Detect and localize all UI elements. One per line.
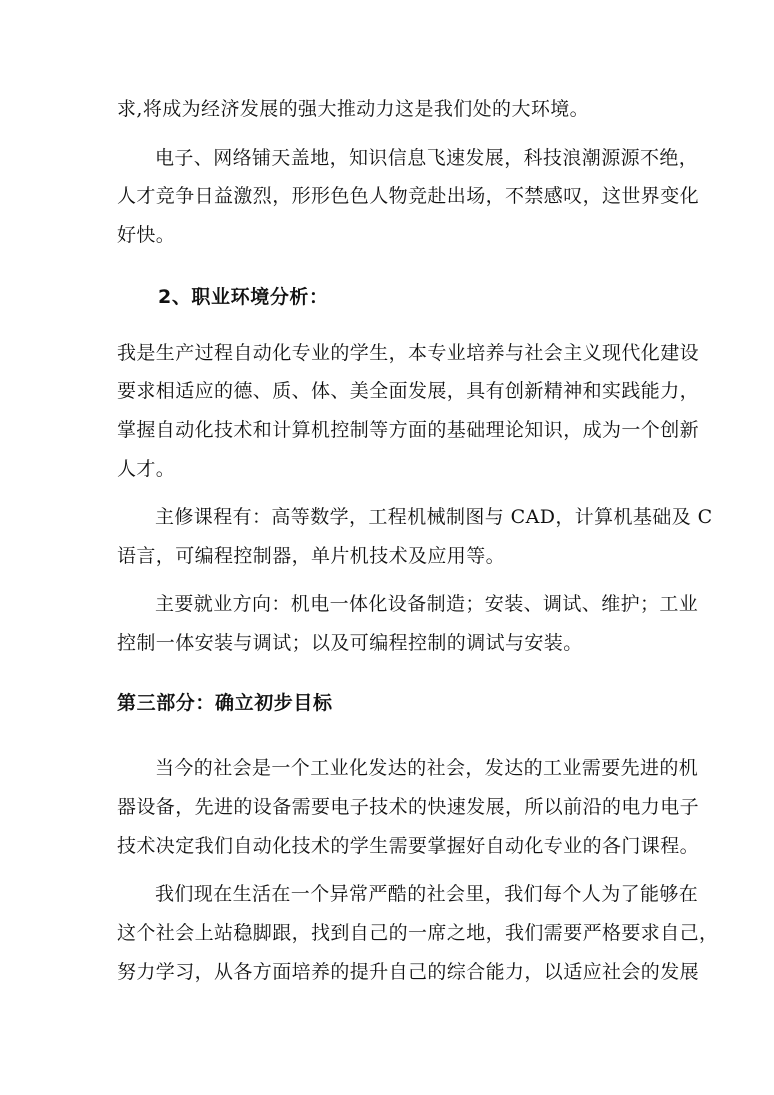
paragraph-line: 电子、网络铺天盖地，知识信息飞速发展，科技浪潮源源不绝， bbox=[155, 147, 699, 169]
part-heading: 第三部分：确立初步目标 bbox=[117, 692, 333, 714]
paragraph-line: 人才竞争日益激烈，形形色色人物竞赴出场，不禁感叹，这世界变化 bbox=[117, 185, 700, 207]
paragraph-line: 要求相适应的德、质、体、美全面发展，具有创新精神和实践能力， bbox=[117, 380, 700, 402]
paragraph-line: 求,将成为经济发展的强大推动力这是我们处的大环境。 bbox=[117, 98, 590, 120]
paragraph-line: 这个社会上站稳脚跟，找到自己的一席之地，我们需要严格要求自己， bbox=[117, 922, 719, 944]
paragraph-line: 器设备，先进的设备需要电子技术的快速发展，所以前沿的电力电子 bbox=[117, 796, 700, 818]
paragraph-line: 语言，可编程控制器，单片机技术及应用等。 bbox=[117, 545, 506, 567]
paragraph-line: 技术决定我们自动化技术的学生需要掌握好自动化专业的各门课程。 bbox=[117, 835, 700, 857]
paragraph-line: 控制一体安装与调试；以及可编程控制的调试与安装。 bbox=[117, 632, 583, 654]
paragraph-line: 好快。 bbox=[117, 224, 176, 246]
paragraph-line: 主要就业方向：机电一体化设备制造；安装、调试、维护；工业 bbox=[155, 593, 699, 615]
paragraph-line: 主修课程有：高等数学，工程机械制图与 CAD，计算机基础及 C bbox=[155, 506, 713, 528]
paragraph-line: 我们现在生活在一个异常严酷的社会里，我们每个人为了能够在 bbox=[155, 883, 699, 905]
paragraph-line: 努力学习，从各方面培养的提升自己的综合能力，以适应社会的发展 bbox=[117, 961, 700, 983]
paragraph-line: 掌握自动化技术和计算机控制等方面的基础理论知识，成为一个创新 bbox=[117, 419, 700, 441]
paragraph-line: 我是生产过程自动化专业的学生，本专业培养与社会主义现代化建设 bbox=[117, 342, 700, 364]
paragraph-line: 当今的社会是一个工业化发达的社会，发达的工业需要先进的机 bbox=[155, 757, 699, 779]
paragraph-line: 人才。 bbox=[117, 458, 176, 480]
section-heading: 2、职业环境分析： bbox=[158, 286, 329, 308]
